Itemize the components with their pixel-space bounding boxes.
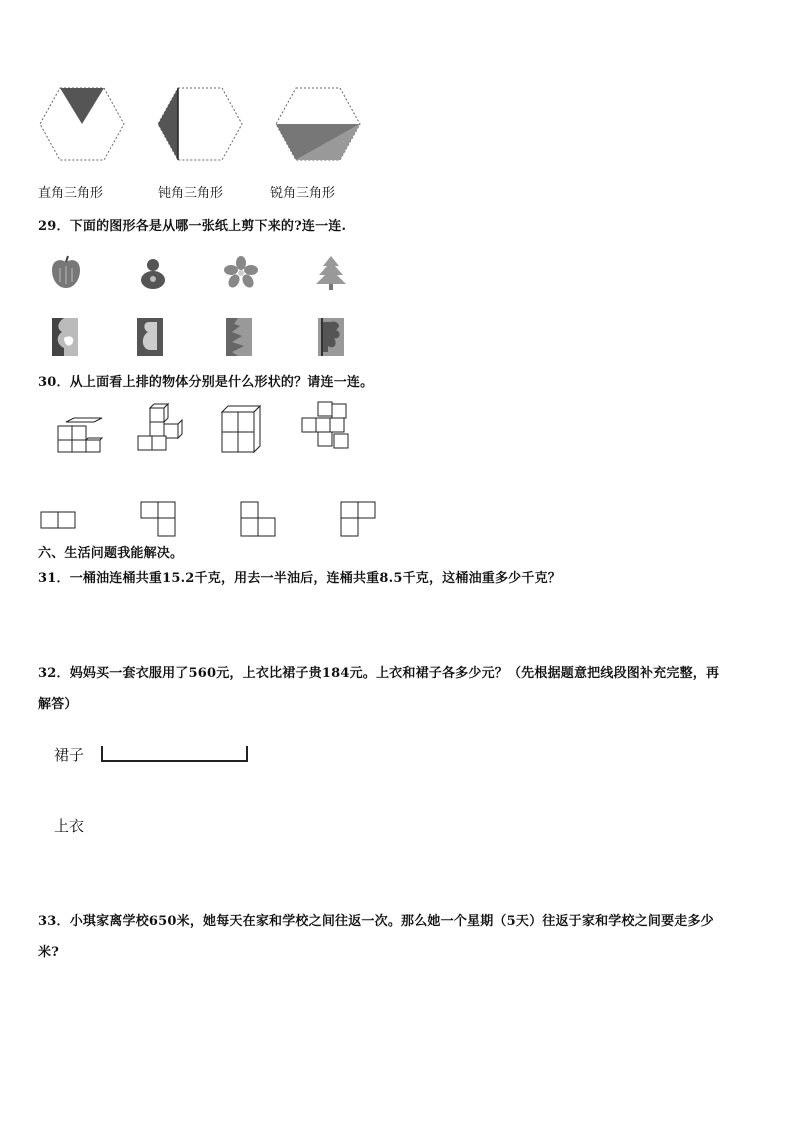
hexagon-right-triangle-figure (38, 86, 126, 162)
flower-icon (224, 256, 258, 288)
tree-icon (314, 256, 348, 290)
question-32-line2: 解答） (38, 697, 78, 712)
question-31: 31．一桶油连桶共重15.2千克，用去一半油后，连桶共重8.5千克，这桶油重多少千克？ (38, 571, 561, 586)
gourd-icon (139, 256, 167, 290)
hexagon-acute-triangle-figure (274, 86, 362, 162)
segment-label-top: 上衣 (54, 817, 85, 835)
section-6-title: 六、生活问题我能解决。 (38, 546, 184, 561)
top-view-1 (40, 510, 76, 530)
skirt-segment-line (100, 744, 250, 764)
cube-arrangement-3 (220, 406, 266, 454)
hexagon-obtuse-triangle-figure (156, 86, 244, 162)
top-view-2 (140, 500, 176, 540)
folded-paper-flower (316, 316, 346, 358)
question-30: 30．从上面看上排的物体分别是什么形状的？请连一连。 (38, 375, 374, 390)
top-view-4 (340, 500, 376, 540)
cube-arrangement-4 (300, 400, 356, 454)
folded-paper-gourd (135, 316, 165, 358)
cube-arrangement-1 (56, 418, 104, 454)
question-33-line2: 米? (38, 945, 60, 960)
label-acute-triangle: 锐角三角形 (270, 186, 336, 201)
question-32-line1: 32．妈妈买一套衣服用了560元，上衣比裙子贵184元。上衣和裙子各多少元？（先根据题意把线段图补充完整，再 (38, 666, 720, 681)
question-29: 29．下面的图形各是从哪一张纸上剪下来的?连一连. (38, 219, 347, 234)
question-33-line1: 33．小琪家离学校650米，她每天在家和学校之间往返一次。那么她一个星期（5天）往返于家和学校之间要走多少 (38, 914, 714, 929)
folded-paper-tree (224, 316, 254, 358)
apple-icon (50, 256, 82, 290)
cube-arrangement-2 (136, 404, 188, 454)
label-right-triangle: 直角三角形 (38, 186, 104, 201)
label-obtuse-triangle: 钝角三角形 (158, 186, 224, 201)
folded-paper-apple (50, 316, 80, 358)
segment-label-skirt: 裙子 (54, 746, 85, 764)
top-view-3 (240, 500, 276, 540)
